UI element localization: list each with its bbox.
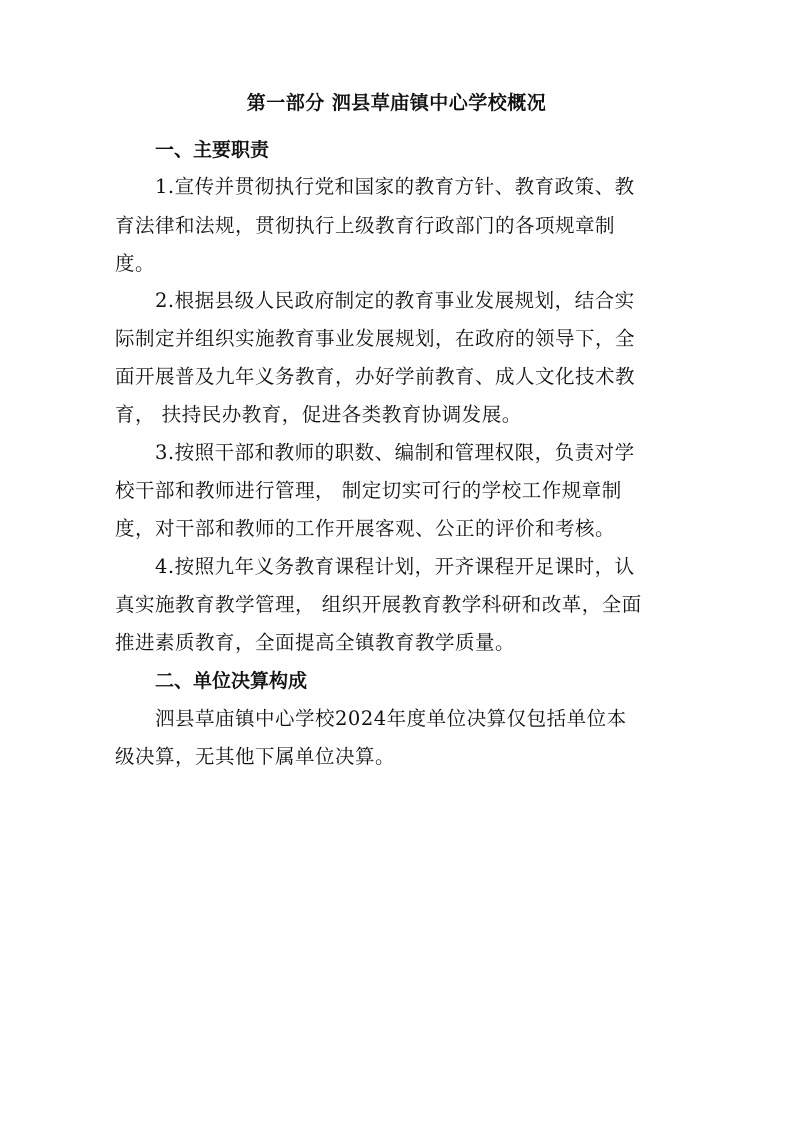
paragraph-line: 际制定并组织实施教育事业发展规划，在政府的领导下，全	[115, 327, 636, 350]
paragraph-line: 2.根据县级人民政府制定的教育事业发展规划，结合实	[155, 289, 635, 312]
paragraph-line: 1.宣传并贯彻执行党和国家的教育方针、教育政策、教	[155, 175, 635, 198]
paragraph-line: 真实施教育教学管理， 组织开展教育教学科研和改革，全面	[115, 593, 642, 616]
paragraph-line: 级决算，无其他下属单位决算。	[115, 745, 396, 768]
page-title: 第一部分 泗县草庙镇中心学校概况	[246, 92, 547, 114]
paragraph-line: 度。	[115, 252, 156, 275]
paragraph-line: 4.按照九年义务教育课程计划，开齐课程开足课时，认	[155, 555, 635, 578]
paragraph-line: 度，对干部和教师的工作开展客观、公正的评价和考核。	[115, 517, 616, 540]
paragraph-line: 面开展普及九年义务教育，办好学前教育、成人文化技术教	[115, 365, 636, 388]
paragraph-line: 育， 扶持民办教育，促进各类教育协调发展。	[115, 403, 522, 426]
paragraph-line: 3.按照干部和教师的职数、编制和管理权限，负责对学	[155, 441, 635, 464]
paragraph-line: 推进素质教育，全面提高全镇教育教学质量。	[115, 631, 516, 654]
paragraph-line: 泗县草庙镇中心学校2024年度单位决算仅包括单位本	[155, 707, 627, 730]
paragraph-line: 育法律和法规，贯彻执行上级教育行政部门的各项规章制	[115, 214, 616, 237]
section-heading-budget-composition: 二、单位决算构成	[155, 670, 308, 692]
section-heading-main-duties: 一、主要职责	[155, 139, 270, 161]
paragraph-line: 校干部和教师进行管理， 制定切实可行的学校工作规章制	[115, 479, 622, 502]
